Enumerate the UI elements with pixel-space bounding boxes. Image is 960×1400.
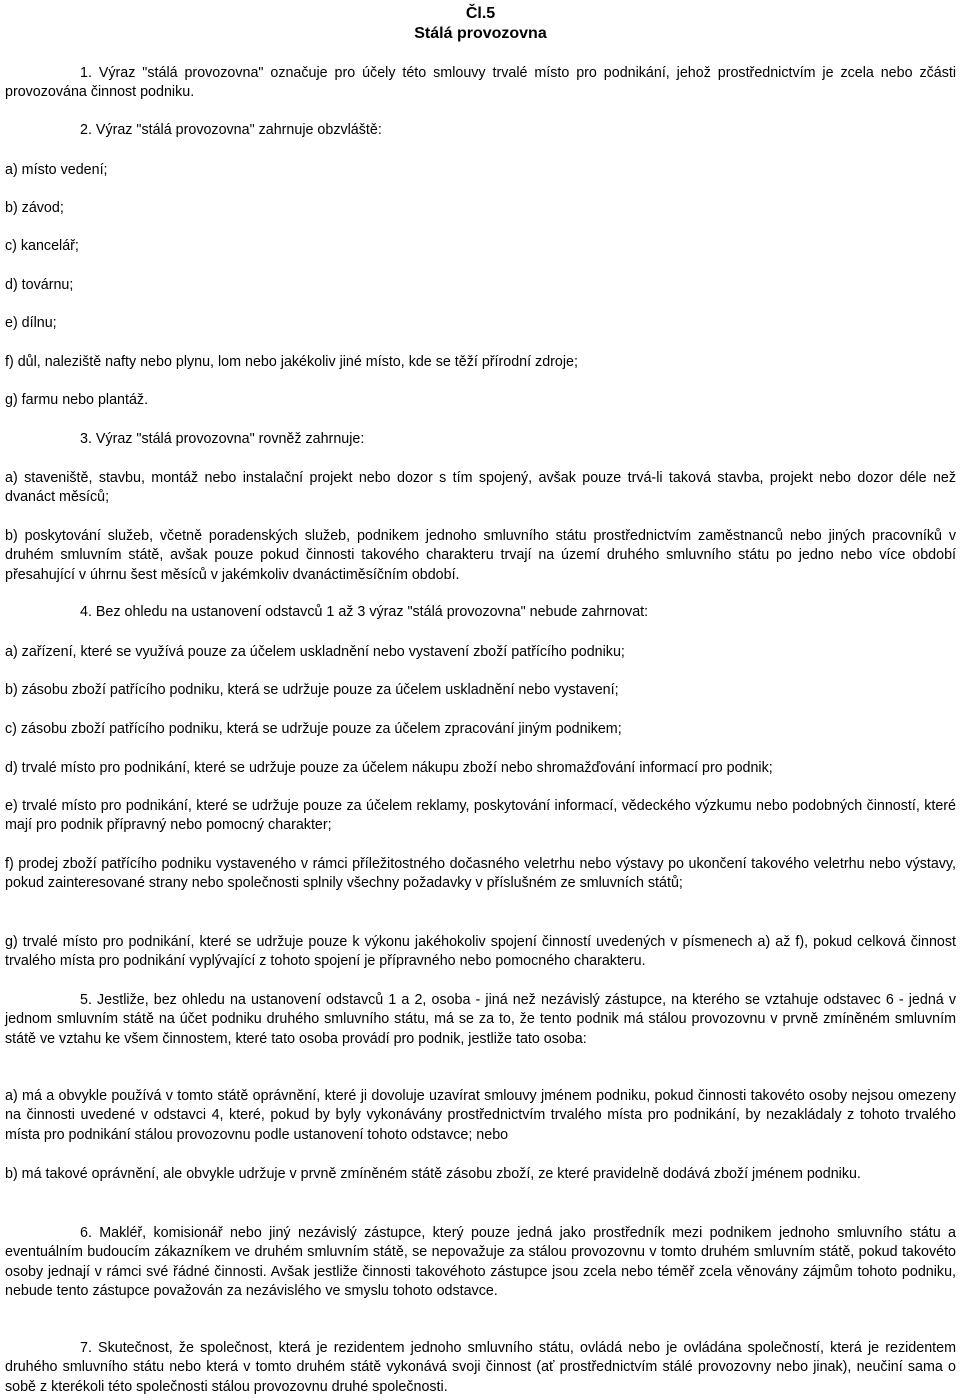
- paragraph-7: 7. Skutečnost, že společnost, která je rezidentem jednoho smluvního státu, ovládá nebo je ovládána společností, která je rezidentem druhého smluvního státu nebo která v tomto druhém státě vykonává svoji činnost (ať prostřednictvím stálé provozovny nebo jinak), neučiní sama o sobě z kterékoli této společnosti stálou provozovnu druhé společnosti.: [5, 1340, 956, 1395]
- list-item-4e: e) trvalé místo pro podnikání, které se udržuje pouze za účelem reklamy, poskytování informací, vědeckého výzkumu nebo podobných činností, které mají pro podnik přípravný nebo pomocný charakter;: [5, 798, 956, 834]
- paragraph-3-intro: 3. Výraz "stálá provozovna" rovněž zahrnuje:: [80, 431, 365, 447]
- list-item-4f: f) prodej zboží patřícího podniku vystaveného v rámci příležitostného dočasného veletrhu nebo výstavy po ukončení takového veletrhu nebo výstavy, pokud zainteresované strany nebo společnosti splnily všechny požadavky v příslušném ze smluvních států;: [5, 856, 956, 892]
- article-number: Čl.5: [465, 5, 496, 22]
- list-item-2a: a) místo vedení;: [5, 162, 108, 178]
- list-item-2b: b) závod;: [5, 200, 64, 216]
- list-item-5a: a) má a obvykle používá v tomto státě oprávnění, které ji dovoluje uzavírat smlouvy jménem podniku, pokud činnosti takovéto osoby nejsou omezeny na činnosti uvedené v odstavci 4, které, pokud by byly vykonávány prostřednictvím trvalého místa pro podnikání, by nezakládaly z tohoto trvalého místa pro podnikání stálou provozovnu podle ustanovení tohoto odstavce; nebo: [5, 1088, 956, 1143]
- list-item-2c: c) kancelář;: [5, 238, 79, 254]
- paragraph-1: 1. Výraz "stálá provozovna" označuje pro účely této smlouvy trvalé místo pro podnikání, jehož prostřednictvím je zcela nebo zčásti provozována činnost podniku.: [5, 65, 956, 101]
- list-item-4a: a) zařízení, které se využívá pouze za účelem uskladnění nebo vystavení zboží patřícího podniku;: [5, 644, 625, 660]
- list-item-3a: a) staveniště, stavbu, montáž nebo instalační projekt nebo dozor s tím spojený, avšak pouze trvá-li taková stavba, projekt nebo dozor déle než dvanáct měsíců;: [5, 470, 956, 506]
- list-item-4g: g) trvalé místo pro podnikání, které se udržuje pouze k výkonu jakéhokoliv spojení činností uvedených v písmenech a) až f), pokud celková činnost trvalého místa pro podnikání vyplývající z tohoto spojení je přípravného nebo pomocného charakteru.: [5, 934, 956, 970]
- list-item-4c: c) zásobu zboží patřícího podniku, která se udržuje pouze za účelem zpracování jiným podnikem;: [5, 721, 622, 737]
- list-item-3b: b) poskytování služeb, včetně poradenských služeb, podnikem jednoho smluvního státu prostřednictvím zaměstnanců nebo jiných pracovníků v druhém smluvním státě, avšak pouze pokud činnosti takového charakteru trvají na území druhého smluvního státu po jedno nebo více období přesahující v úhrnu šest měsíců v jakémkoliv dvanáctiměsíčním období.: [5, 528, 956, 583]
- article-title: Stálá provozovna: [414, 25, 547, 42]
- list-item-4b: b) zásobu zboží patřícího podniku, která se udržuje pouze za účelem uskladnění nebo vystavení;: [5, 682, 619, 698]
- list-item-2f: f) důl, naleziště nafty nebo plynu, lom nebo jakékoliv jiné místo, kde se těží přírodní zdroje;: [5, 354, 578, 370]
- paragraph-6: 6. Makléř, komisionář nebo jiný nezávislý zástupce, který pouze jedná jako prostředník mezi podnikem jednoho smluvního státu a eventuálním budoucím zákazníkem ve druhém smluvním státě, se nepovažuje za stálou provozovnu v tomto druhém smluvním státě, pokud takovéto osoby jednají v rámci své řádné činnosti. Avšak jestliže činnosti takovéhoto zástupce jsou zcela nebo téměř zcela věnovány zájmům tohoto podniku, nebude tento zástupce považován za nezávislého ve smyslu tohoto odstavce.: [5, 1225, 956, 1300]
- paragraph-2-intro: 2. Výraz "stálá provozovna" zahrnuje obzvláště:: [80, 122, 382, 138]
- paragraph-5: 5. Jestliže, bez ohledu na ustanovení odstavců 1 a 2, osoba - jiná než nezávislý zástupce, na kterého se vztahuje odstavec 6 - jedná v jednom smluvním státě na účet podniku druhého smluvního státu, má se za to, že tento podnik má stálou provozovnu v prvně zmíněném smluvním státě ve vztahu ke všem činnostem, které tato osoba provádí pro podnik, jestliže tato osoba:: [5, 992, 956, 1047]
- list-item-2e: e) dílnu;: [5, 315, 57, 331]
- list-item-4d: d) trvalé místo pro podnikání, které se udržuje pouze za účelem nákupu zboží nebo shromažďování informací pro podnik;: [5, 760, 773, 776]
- list-item-2d: d) továrnu;: [5, 277, 74, 293]
- list-item-2g: g) farmu nebo plantáž.: [5, 392, 149, 408]
- list-item-5b: b) má takové oprávnění, ale obvykle udržuje v prvně zmíněném státě zásobu zboží, ze které pravidelně dodává zboží jménem podniku.: [5, 1166, 861, 1182]
- paragraph-4-intro: 4. Bez ohledu na ustanovení odstavců 1 až 3 výraz "stálá provozovna" nebude zahrnovat:: [80, 604, 649, 620]
